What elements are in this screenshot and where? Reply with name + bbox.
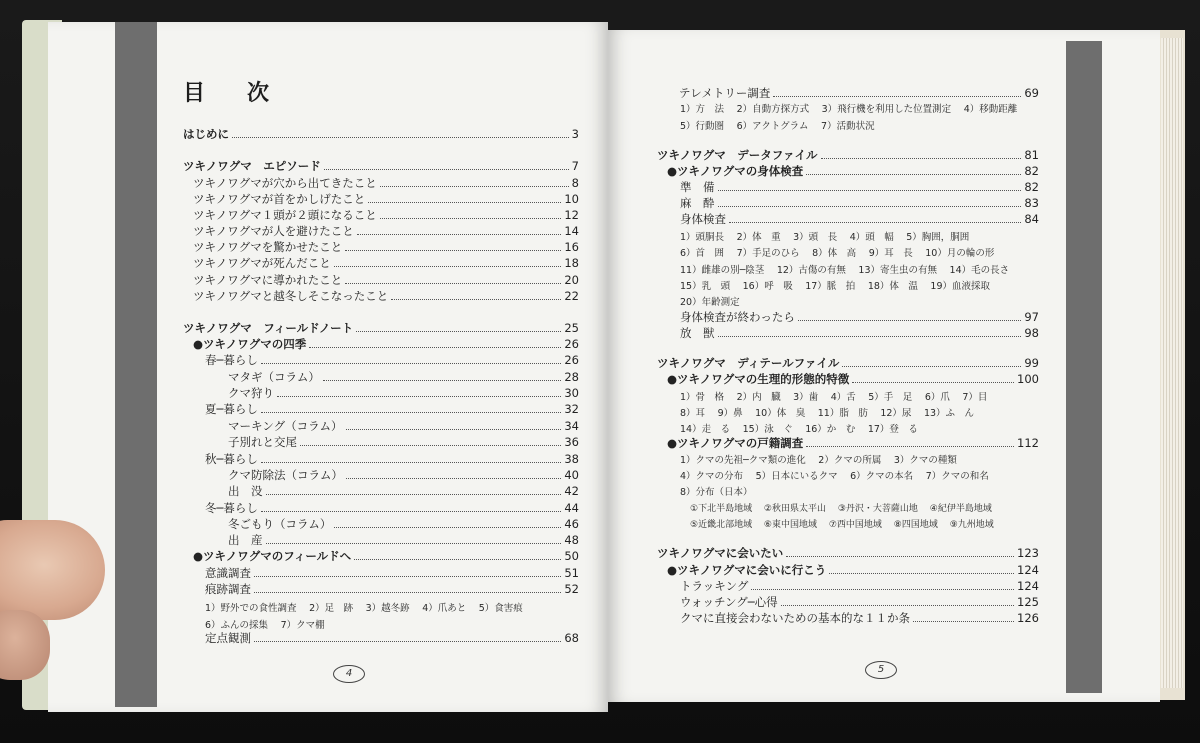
toc-title: 目 次 [183,81,280,106]
toc-subitems: 5）行動圏 6）アクトグラム 7）活動状況 [680,121,875,132]
toc-entry: ツキノワグマ エピソード 7 [183,159,579,173]
toc-subitems: 8）耳 9）鼻 10）体 臭 11）脂 肪 12）尿 13）ふ ん [680,408,975,419]
toc-entry: ツキノワグマ１頭が２頭になること 12 [193,208,579,222]
toc-subitems: 14）走 る 15）泳 ぐ 16）か む 17）登 る [680,424,918,435]
toc-entry: クマに直接会わないための基本的な１１か条 126 [680,611,1039,625]
page-edges [1161,38,1183,688]
hand [0,610,50,680]
toc-entry: 痕跡調査 52 [205,582,579,596]
left-margin-bar [115,22,157,707]
toc-entry: 放 獣 98 [680,326,1039,340]
toc-entry: トラッキング 124 [680,579,1039,593]
toc-entry: 出 産 48 [228,533,579,547]
toc-entry: テレメトリー調査 69 [679,86,1039,100]
right-margin-bar [1066,41,1102,693]
toc-entry: 麻 酔 83 [680,196,1039,210]
toc-entry: クマ防除法（コラム） 40 [228,468,579,482]
toc-subitems: 20）年齢測定 [680,297,740,308]
toc-entry: ツキノワグマが穴から出てきたこと 8 [193,176,579,190]
toc-entry: 夏─暮らし 32 [205,402,579,416]
toc-entry: 意識調査 51 [205,566,579,580]
toc-entry: はじめに 3 [183,127,579,141]
toc-subitems: 11）雌雄の別─陰茎 12）古傷の有無 13）寄生虫の有無 14）毛の長さ [680,265,1010,276]
toc-subitems: 1）骨 格 2）内 臓 3）歯 4）舌 5）手 足 6）爪 7）目 [680,392,988,403]
toc-entry: ツキノワグマを驚かせたこと 16 [193,240,579,254]
toc-entry: ●ツキノワグマに会いに行こう 124 [667,563,1039,577]
toc-entry: ツキノワグマ ディテールファイル 99 [657,356,1039,370]
toc-entry: ウォッチング─心得 125 [680,595,1039,609]
toc-entry: 春─暮らし 26 [205,353,579,367]
toc-subitems: 1）方 法 2）自動方探方式 3）飛行機を利用した位置測定 4）移動距離 [680,104,1018,115]
toc-entry: 子別れと交尾 36 [228,435,579,449]
toc-entry: 秋─暮らし 38 [205,452,579,466]
toc-entry: ツキノワグマ データファイル 81 [657,148,1039,162]
toc-subitems: 4）クマの分布 5）日本にいるクマ 6）クマの本名 7）クマの和名 [680,471,989,482]
toc-entry: ツキノワグマが首をかしげたこと 10 [193,192,579,206]
toc-subitems: 1）野外での食性調査 2）足 跡 3）越冬跡 4）爪あと 5）食害痕 [205,603,523,614]
toc-entry: クマ狩り 30 [228,386,579,400]
toc-entry: ●ツキノワグマの身体検査 82 [667,164,1039,178]
toc-entry: ツキノワグマが人を避けたこと 14 [193,224,579,238]
toc-entry: 冬ごもり（コラム） 46 [228,517,579,531]
toc-entry: ●ツキノワグマのフィールドへ 50 [193,549,579,563]
toc-entry: ●ツキノワグマの四季 26 [193,337,579,351]
toc-entry: マーキング（コラム） 34 [228,419,579,433]
toc-entry: 身体検査が終わったら 97 [680,310,1039,324]
toc-subitems: 1）頭胴長 2）体 重 3）頭 長 4）頭 幅 5）胸囲，胴囲 [680,232,970,243]
thumb [0,520,105,620]
toc-subitems: 6）首 囲 7）手足のひら 8）体 高 9）耳 長 10）月の輪の形 [680,248,995,259]
toc-entry: ツキノワグマが死んだこと 18 [193,256,579,270]
toc-entry: マタギ（コラム） 28 [228,370,579,384]
toc-entry: ツキノワグマと越冬しそこなったこと 22 [193,289,579,303]
page-number: 4 [333,665,365,683]
toc-subitems: 1）クマの先祖─クマ類の進化 2）クマの所属 3）クマの種類 [680,455,957,466]
page-number: 5 [865,661,897,679]
toc-subitems: ①下北半島地域 ②秋田県太平山 ③丹沢・大菩薩山地 ④紀伊半島地域 [690,504,992,514]
toc-entry: ツキノワグマに会いたい 123 [657,546,1039,560]
toc-entry: 冬─暮らし 44 [205,501,579,515]
toc-entry: 出 没 42 [228,484,579,498]
toc-entry: 定点観測 68 [205,631,579,645]
toc-subitems: 15）乳 頭 16）呼 吸 17）脈 拍 18）体 温 19）血液採取 [680,281,991,292]
toc-entry: ●ツキノワグマの生理的形態的特徴 100 [667,372,1039,386]
toc-entry: ●ツキノワグマの戸籍調査 112 [667,436,1039,450]
toc-entry: 準 備 82 [680,180,1039,194]
toc-entry: ツキノワグマ フィールドノート 25 [183,321,579,335]
toc-subitems: ⑤近畿北部地域 ⑥東中国地域 ⑦西中国地域 ⑧四国地域 ⑨九州地域 [690,520,994,530]
toc-entry: 身体検査 84 [680,212,1039,226]
toc-entry: ツキノワグマに導かれたこと 20 [193,273,579,287]
toc-subitems: 8）分布（日本） [680,487,753,498]
toc-subitems: 6）ふんの採集 7）クマ棚 [205,620,325,631]
